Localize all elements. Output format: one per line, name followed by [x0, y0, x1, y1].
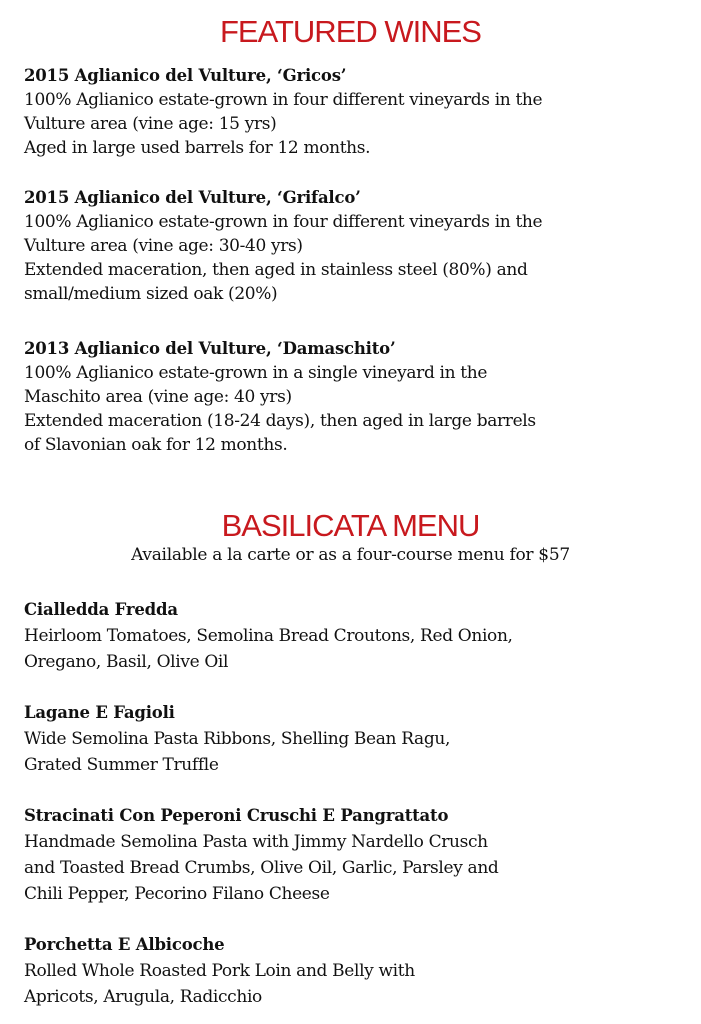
wine-description-line: 100% Aglianico estate-grown in a single vineyard in the	[24, 363, 488, 383]
basilicata-menu-heading: BASILICATA MENU	[221, 508, 480, 543]
wine-entry	[24, 186, 694, 306]
dish-title: Stracinati Con Peperoni Cruschi E Pangrattato	[24, 806, 449, 825]
wine-description-line: 100% Aglianico estate-grown in four different vineyards in the	[24, 90, 543, 110]
wine-description-line: small/medium sized oak (20%)	[24, 284, 278, 304]
wine-title: 2013 Aglianico del Vulture, ‘Damaschito’	[24, 339, 396, 358]
featured-wines-heading: FEATURED WINES	[220, 14, 481, 49]
dish-title: Cialledda Fredda	[24, 600, 178, 619]
menu-item	[24, 932, 694, 1010]
dish-description-line: Oregano, Basil, Olive Oil	[24, 652, 229, 672]
dish-description-line: Heirloom Tomatoes, Semolina Bread Croutons, Red Onion,	[24, 626, 513, 646]
menu-subtitle: Available a la carte or as a four-course menu for $57	[131, 545, 570, 565]
menu-item	[24, 597, 694, 675]
dish-description-line: Wide Semolina Pasta Ribbons, Shelling Bean Ragu,	[24, 729, 451, 749]
dish-description-line: Handmade Semolina Pasta with Jimmy Nardello Crusch	[24, 832, 488, 852]
dish-title: Lagane E Fagioli	[24, 703, 175, 722]
wine-title: 2015 Aglianico del Vulture, ‘Gricos’	[24, 66, 347, 85]
wine-description-line: Maschito area (vine age: 40 yrs)	[24, 387, 292, 407]
wine-description-line: of Slavonian oak for 12 months.	[24, 435, 288, 455]
dish-description-line: Rolled Whole Roasted Pork Loin and Belly with	[24, 961, 415, 981]
dish-description-line: Grated Summer Truffle	[24, 755, 219, 775]
wine-description-line: 100% Aglianico estate-grown in four different vineyards in the	[24, 212, 543, 232]
wine-entry	[24, 337, 694, 457]
dish-description-line: and Toasted Bread Crumbs, Olive Oil, Garlic, Parsley and	[24, 858, 499, 878]
dish-description-line: Apricots, Arugula, Radicchio	[24, 987, 262, 1007]
wine-entry	[24, 64, 694, 160]
wine-description-line: Extended maceration (18-24 days), then aged in large barrels	[24, 411, 536, 431]
wine-title: 2015 Aglianico del Vulture, ‘Grifalco’	[24, 188, 361, 207]
dish-description-line: Chili Pepper, Pecorino Filano Cheese	[24, 884, 330, 904]
wine-description-line: Vulture area (vine age: 15 yrs)	[24, 114, 277, 134]
dish-title: Porchetta E Albicoche	[24, 935, 225, 954]
menu-item	[24, 700, 694, 778]
wine-description-line: Extended maceration, then aged in stainless steel (80%) and	[24, 260, 528, 280]
wine-description-line: Aged in large used barrels for 12 months.	[24, 138, 371, 158]
wine-description-line: Vulture area (vine age: 30-40 yrs)	[24, 236, 303, 256]
menu-item	[24, 803, 694, 907]
